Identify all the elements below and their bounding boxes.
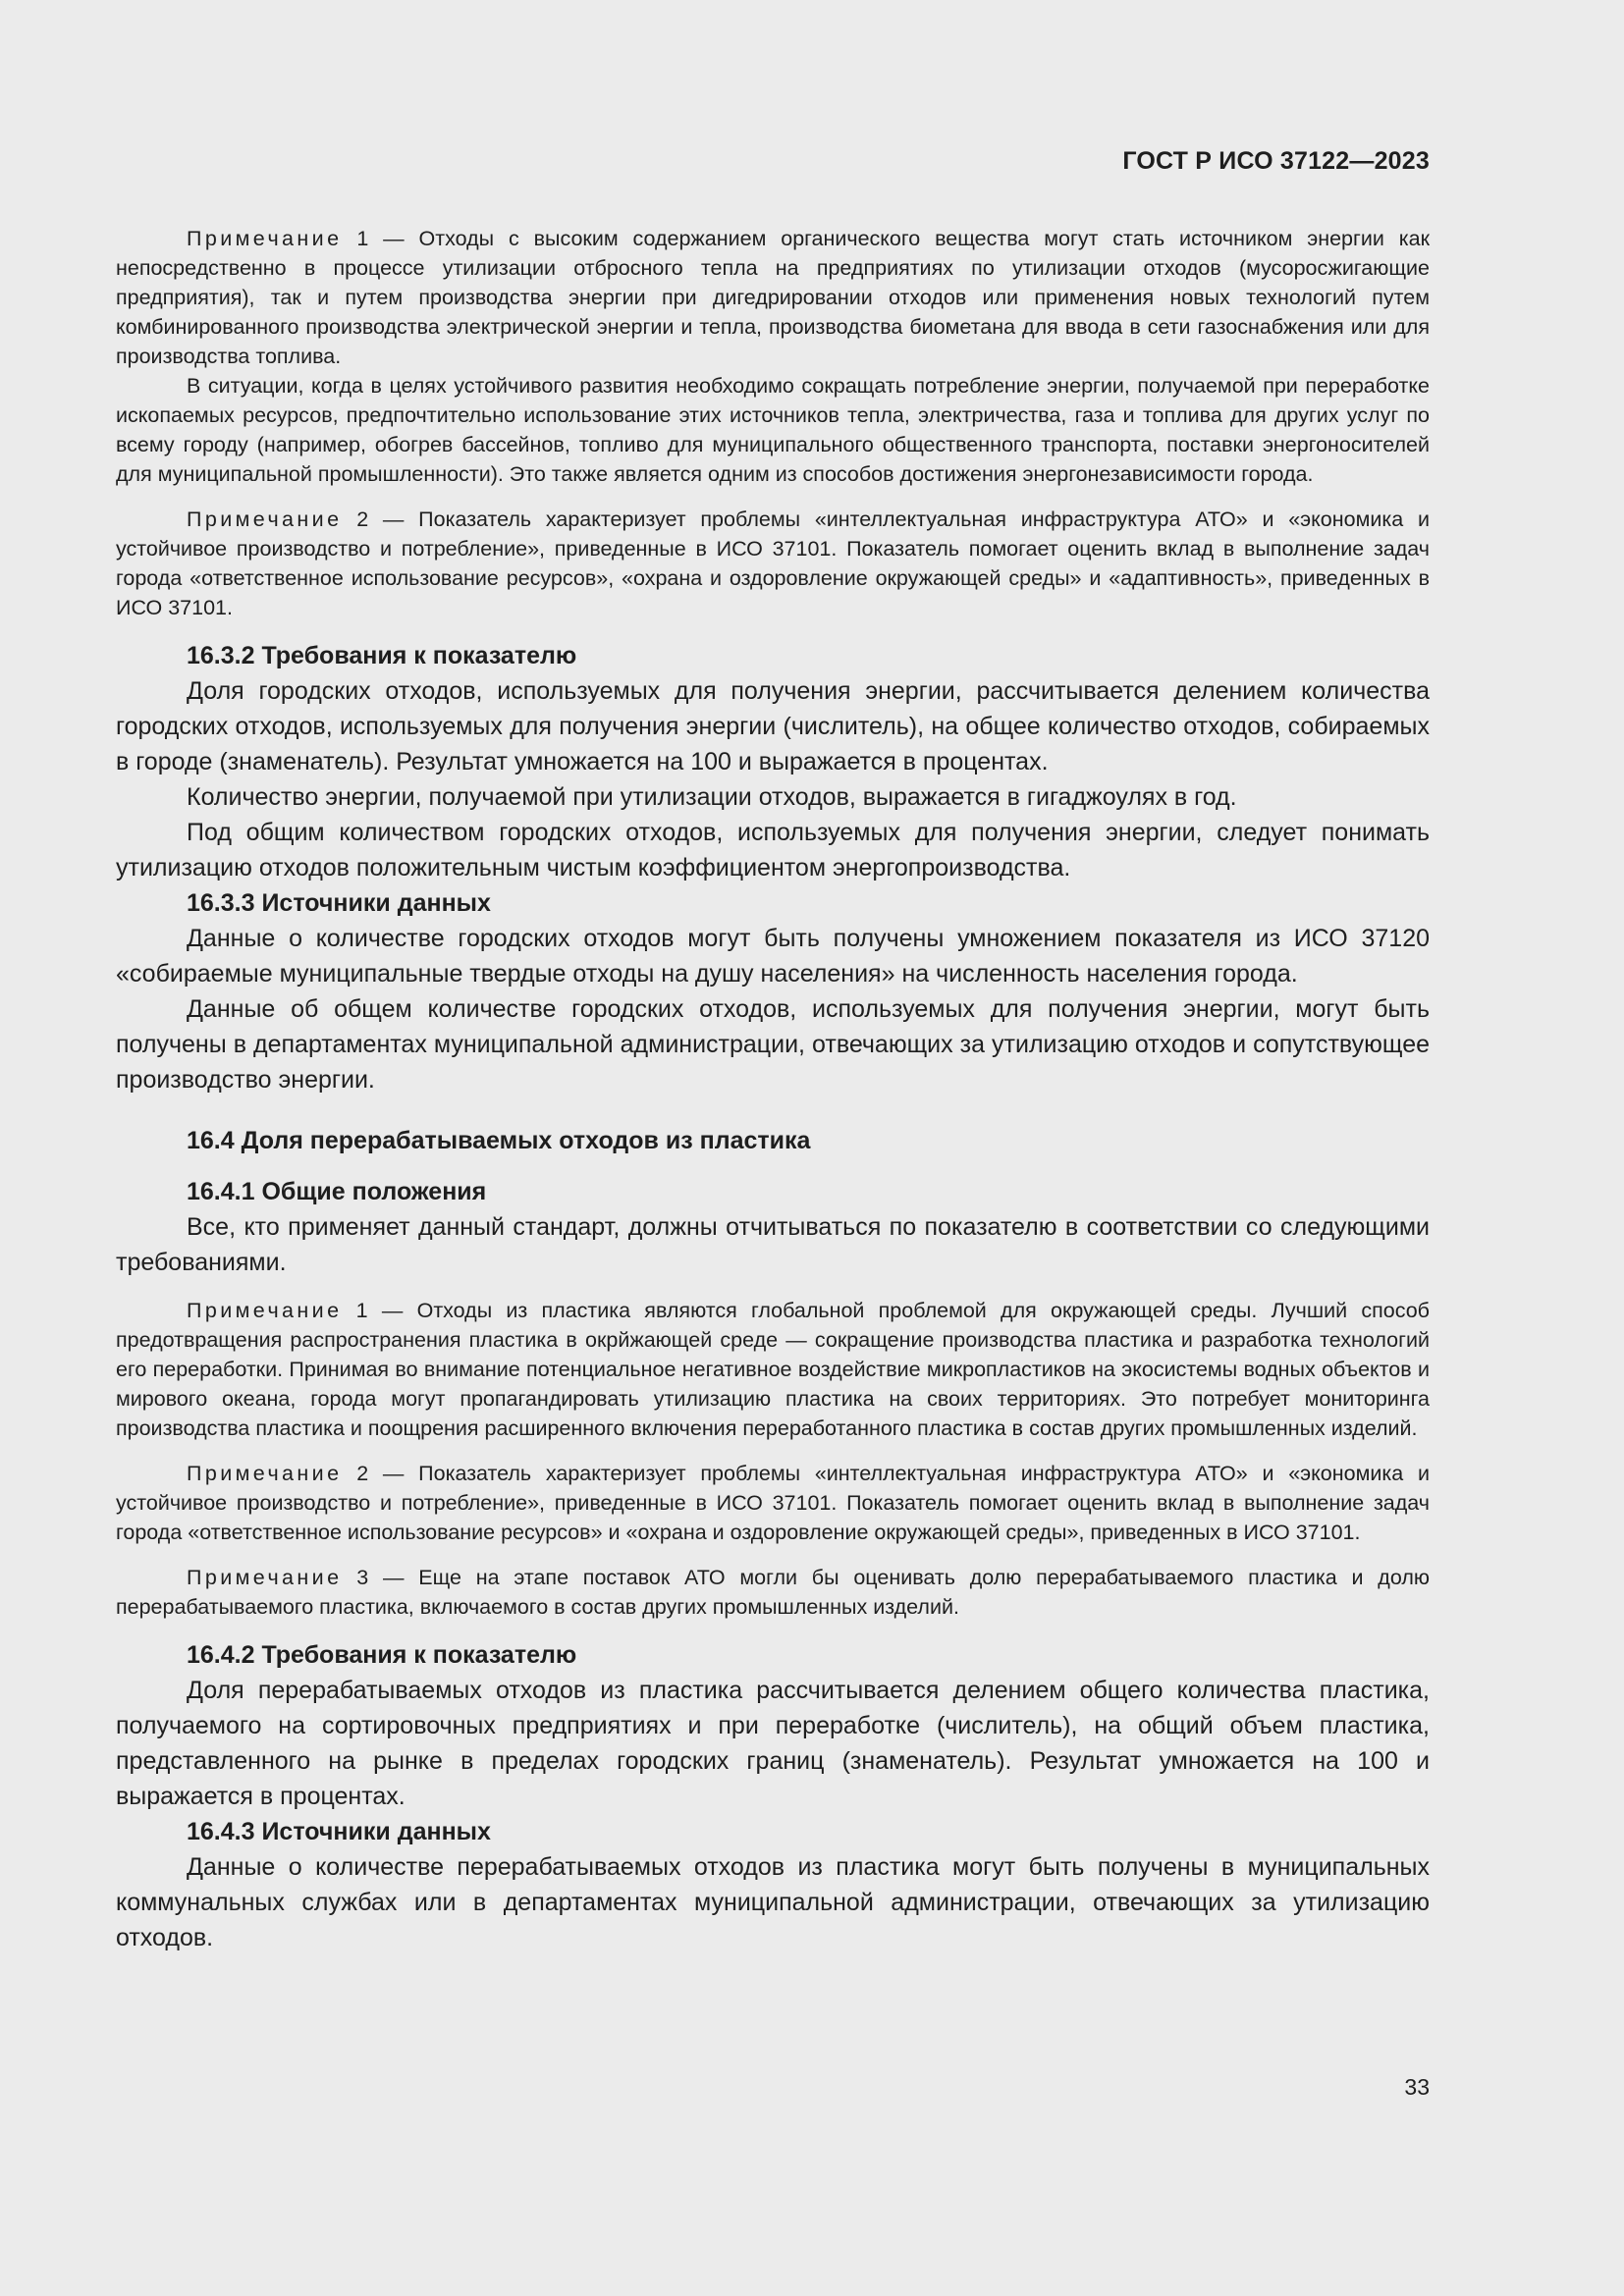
note-label: Примечание xyxy=(187,1299,343,1322)
section-heading-16-4-2: 16.4.2 Требования к показателю xyxy=(187,1641,577,1669)
body-paragraph: Данные о количестве перерабатываемых отходов из пластика могут быть получены в муниципальных коммунальных службах или в департаментах муниципальной администрации, отвечающих за утилизацию отходов. xyxy=(116,1853,1430,1951)
note-text: 2 — Показатель характеризует проблемы «интеллектуальная инфраструктура АТО» и «экономика и устойчивое производство и потребление», приведенные в ИСО 37101. Показатель помогает оценить вклад в выполнение задач города «ответственное использование ресурсов» и «охрана и оздоровление окружающей среды», приведенных в ИСО 37101. xyxy=(116,1462,1430,1544)
body-paragraph: Все, кто применяет данный стандарт, должны отчитываться по показателю в соответствии со следующими требованиями. xyxy=(116,1213,1430,1276)
note-label: Примечание xyxy=(187,1566,343,1589)
note-text: 1 — Отходы с высоким содержанием органического вещества могут стать источником энергии как непосредственно в процессе утилизации отбросного тепла на предприятиях по утилизации отходов (мусоросжигающие предприятия), так и путем производства энергии при дигедрировании отходов или применения новых технологий путем комбинированного производства электрической энергии и тепла, производства биометана для ввода в сети газоснабжения или для производства топлива. xyxy=(116,227,1430,368)
note-text: 3 — Еще на этапе поставок АТО могли бы оценивать долю перерабатываемого пластика и долю перерабатываемого пластика, включаемого в состав других промышленных изделий. xyxy=(116,1566,1430,1619)
body-paragraph: Количество энергии, получаемой при утилизации отходов, выражается в гигаджоулях в год. xyxy=(187,783,1237,811)
document-standard-header: ГОСТ Р ИСО 37122—2023 xyxy=(1122,147,1430,175)
note-text: 2 — Показатель характеризует проблемы «интеллектуальная инфраструктура АТО» и «экономика и устойчивое производство и потребление», приведенные в ИСО 37101. Показатель помогает оценить вклад в выполнение задач города «ответственное использование ресурсов», «охрана и оздоровление окружающей среды» и «адаптивность», приведенных в ИСО 37101. xyxy=(116,507,1430,619)
note-paragraph xyxy=(116,1296,1430,1443)
note-label: Примечание xyxy=(187,507,343,531)
note-text: 1 — Отходы из пластика являются глобальной проблемой для окружающей среды. Лучший способ предотвращения распространения пластика в окрйжающей среде — сокращение производства пластика и разработка технологий его переработки. Принимая во внимание потенциальное негативное воздействие микропластиков на экосистемы водных объектов и мирового океана, города могут пропагандировать утилизацию пластика на своих территориях. Это потребует мониторинга производства пластика и поощрения расширенного включения переработанного пластика в состав других промышленных изделий. xyxy=(116,1299,1430,1440)
body-paragraph: Доля перерабатываемых отходов из пластика рассчитывается делением общего количества пластика, получаемого на сортировочных предприятиях и при переработке (числитель), на общий объем пластика, представленного на рынке в пределах городских границ (знаменатель). Результат умножается на 100 и выражается в процентах. xyxy=(116,1677,1430,1810)
body-paragraph: Доля городских отходов, используемых для получения энергии, рассчитывается делением количества городских отходов, используемых для получения энергии (числитель), на общее количество отходов, собираемых в городе (знаменатель). Результат умножается на 100 и выражается в процентах. xyxy=(116,677,1430,775)
body-paragraph: Данные о количестве городских отходов могут быть получены умножением показателя из ИСО 37120 «собираемые муниципальные твердые отходы на душу населения» на численность населения города. xyxy=(116,925,1430,988)
note-paragraph xyxy=(116,224,1430,371)
section-heading-16-4-1: 16.4.1 Общие положения xyxy=(187,1178,487,1205)
section-heading-16-3-2: 16.3.2 Требования к показателю xyxy=(187,642,577,669)
body-paragraph: Данные об общем количестве городских отходов, используемых для получения энергии, могут быть получены в департаментах муниципальной администрации, отвечающих за утилизацию отходов и сопутствующее производство энергии. xyxy=(116,995,1430,1094)
section-heading-16-3-3: 16.3.3 Источники данных xyxy=(187,889,491,917)
note-label: Примечание xyxy=(187,227,343,250)
section-heading-16-4: 16.4 Доля перерабатываемых отходов из пластика xyxy=(187,1127,811,1154)
body-paragraph: Под общим количеством городских отходов, используемых для получения энергии, следует понимать утилизацию отходов положительным чистым коэффициентом энергопроизводства. xyxy=(116,819,1430,881)
note-paragraph xyxy=(116,1459,1430,1547)
note-paragraph xyxy=(116,1563,1430,1622)
note-continuation-paragraph: В ситуации, когда в целях устойчивого развития необходимо сокращать потребление энергии, получаемой при переработке ископаемых ресурсов, предпочтительно использование этих источников тепла, электричества, газа и топлива для других услуг по всему городу (например, обогрев бассейнов, топливо для муниципального общественного транспорта, поставки энергоносителей для муниципальной промышленности). Это также является одним из способов достижения энергонезависимости города. xyxy=(116,374,1430,486)
note-paragraph xyxy=(116,505,1430,622)
document-content xyxy=(116,224,1430,1955)
page-number: 33 xyxy=(1404,2074,1430,2100)
section-heading-16-4-3: 16.4.3 Источники данных xyxy=(187,1818,491,1845)
note-label: Примечание xyxy=(187,1462,343,1485)
